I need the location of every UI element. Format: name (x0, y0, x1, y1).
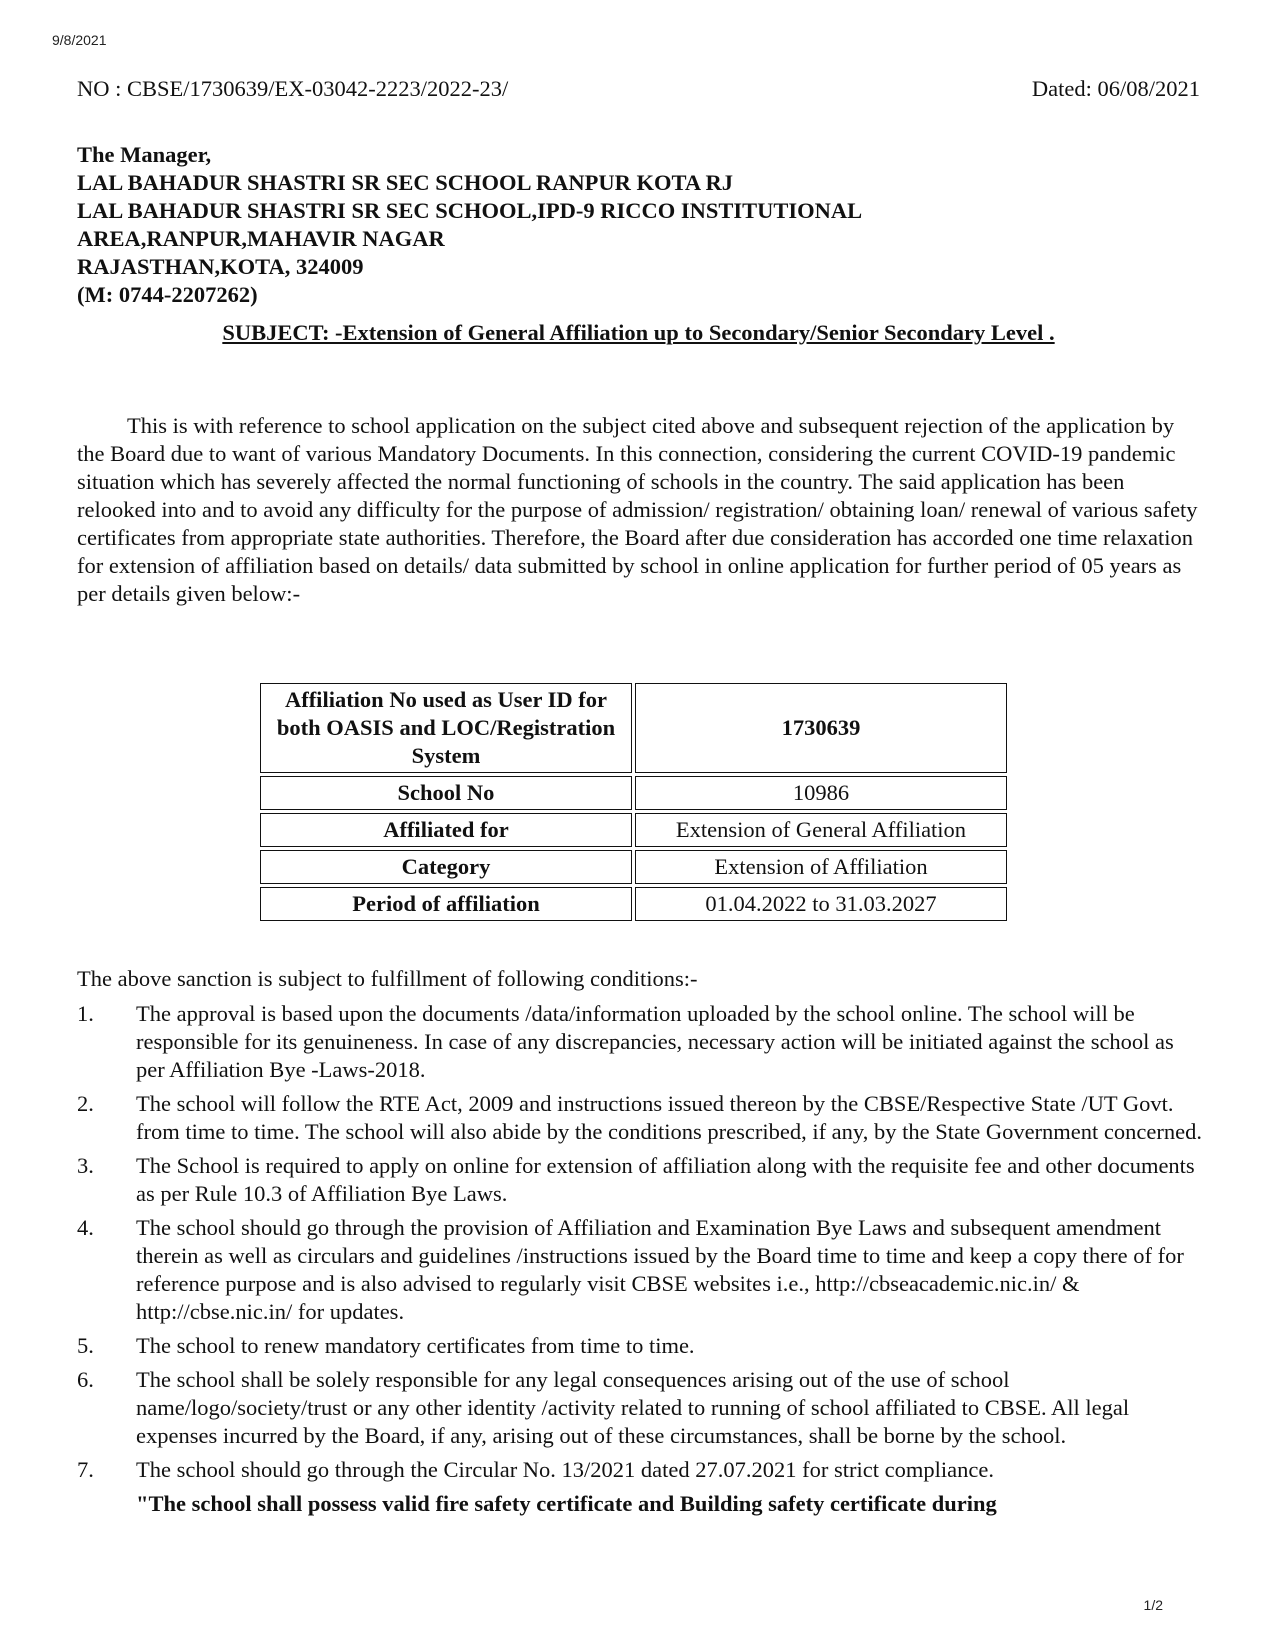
table-key-cell: Affiliated for (260, 813, 632, 847)
condition-text: The school should go through the Circular No. 13/2021 dated 27.07.2021 for strict compliance. (136, 1457, 994, 1482)
condition-number: 7. (77, 1457, 94, 1482)
conditions-list (77, 1000, 1207, 1518)
table-key-cell: Category (260, 850, 632, 884)
condition-number: 6. (77, 1367, 94, 1392)
condition-number: 3. (77, 1153, 94, 1178)
address-line: RAJASTHAN,KOTA, 324009 (77, 254, 364, 279)
print-date: 9/8/2021 (52, 32, 107, 48)
list-item (77, 1456, 1207, 1484)
recipient-address (77, 141, 862, 309)
address-line: (M: 0744-2207262) (77, 282, 258, 307)
list-item (77, 1090, 1207, 1146)
table-key-cell: Affiliation No used as User ID for both OASIS and LOC/Registration System (260, 683, 632, 773)
list-item (77, 1152, 1207, 1208)
condition-text: The school will follow the RTE Act, 2009 and instructions issued thereon by the CBSE/Respective State /UT Govt. from time to time. The school will also abide by the conditions prescribed, if any, by the State Government concerned. (136, 1091, 1202, 1144)
condition-number: 5. (77, 1333, 94, 1358)
reference-row (77, 76, 1200, 102)
table-row (260, 813, 1007, 847)
fire-safety-quote: "The school shall possess valid fire safety certificate and Building safety certificate during (136, 1491, 997, 1516)
table-key-cell: Period of affiliation (260, 887, 632, 921)
condition-text: The school shall be solely responsible for any legal consequences arising out of the use of school name/logo/society/trust or any other identity /activity related to running of school affiliated to CBSE. All legal expenses incurred by the Board, if any, arising out of these circumstances, shall be borne by the school. (136, 1367, 1130, 1448)
address-line: The Manager, (77, 142, 212, 167)
table-value-cell: Extension of General Affiliation (635, 813, 1007, 847)
condition-text: The school to renew mandatory certificates from time to time. (136, 1333, 695, 1358)
reference-number: NO : CBSE/1730639/EX-03042-2223/2022-23/ (77, 76, 509, 101)
table-row (260, 887, 1007, 921)
condition-text: The school should go through the provision of Affiliation and Examination Bye Laws and subsequent amendment therein as well as circulars and guidelines /instructions issued by the Board time to time and keep a copy there of for reference purpose and is also advised to regularly visit CBSE websites i.e., http://cbseacademic.nic.in/ & http://cbse.nic.in/ for updates. (136, 1215, 1184, 1324)
list-item (77, 1000, 1207, 1084)
conditions-intro: The above sanction is subject to fulfillment of following conditions:- (77, 966, 698, 991)
address-line: AREA,RANPUR,MAHAVIR NAGAR (77, 226, 445, 251)
subject-line: SUBJECT: -Extension of General Affiliation up to Secondary/Senior Secondary Level . (222, 320, 1055, 345)
table-value-cell: 10986 (635, 776, 1007, 810)
condition-number: 2. (77, 1091, 94, 1116)
condition-number: 4. (77, 1215, 94, 1240)
list-item (77, 1332, 1207, 1360)
address-line: LAL BAHADUR SHASTRI SR SEC SCHOOL RANPUR KOTA RJ (77, 170, 733, 195)
condition-number: 1. (77, 1001, 94, 1026)
list-item (77, 1214, 1207, 1326)
address-line: LAL BAHADUR SHASTRI SR SEC SCHOOL,IPD-9 RICCO INSTITUTIONAL (77, 198, 863, 223)
table-value-cell: 1730639 (635, 683, 1007, 773)
table-row (260, 683, 1007, 773)
condition-text: The School is required to apply on online for extension of affiliation along with the requisite fee and other documents as per Rule 10.3 of Affiliation Bye Laws. (136, 1153, 1195, 1206)
body-text: This is with reference to school application on the subject cited above and subsequent rejection of the application by the Board due to want of various Mandatory Documents. In this connection, considering the current COVID-19 pandemic situation which has severely affected the normal functioning of schools in the country. The said application has been relooked into and to avoid any difficulty for the purpose of admission/ registration/ obtaining loan/ renewal of various safety certificates from appropriate state authorities. Therefore, the Board after due consideration has accorded one time relaxation for extension of affiliation based on details/ data submitted by school in online application for further period of 05 years as per details given below:- (77, 413, 1198, 606)
condition-text: The approval is based upon the documents /data/information uploaded by the school online. The school will be responsible for its genuineness. In case of any discrepancies, necessary action will be initiated against the school as per Affiliation Bye -Laws-2018. (136, 1001, 1174, 1082)
letter-date: Dated: 06/08/2021 (1031, 76, 1200, 101)
table-key-cell: School No (260, 776, 632, 810)
page-number: 1/2 (1143, 1597, 1163, 1613)
table-value-cell: Extension of Affiliation (635, 850, 1007, 884)
table-row (260, 776, 1007, 810)
table-value-cell: 01.04.2022 to 31.03.2027 (635, 887, 1007, 921)
list-item (77, 1366, 1207, 1450)
table-row (260, 850, 1007, 884)
body-paragraph (77, 412, 1207, 608)
affiliation-details-table (257, 680, 1010, 924)
